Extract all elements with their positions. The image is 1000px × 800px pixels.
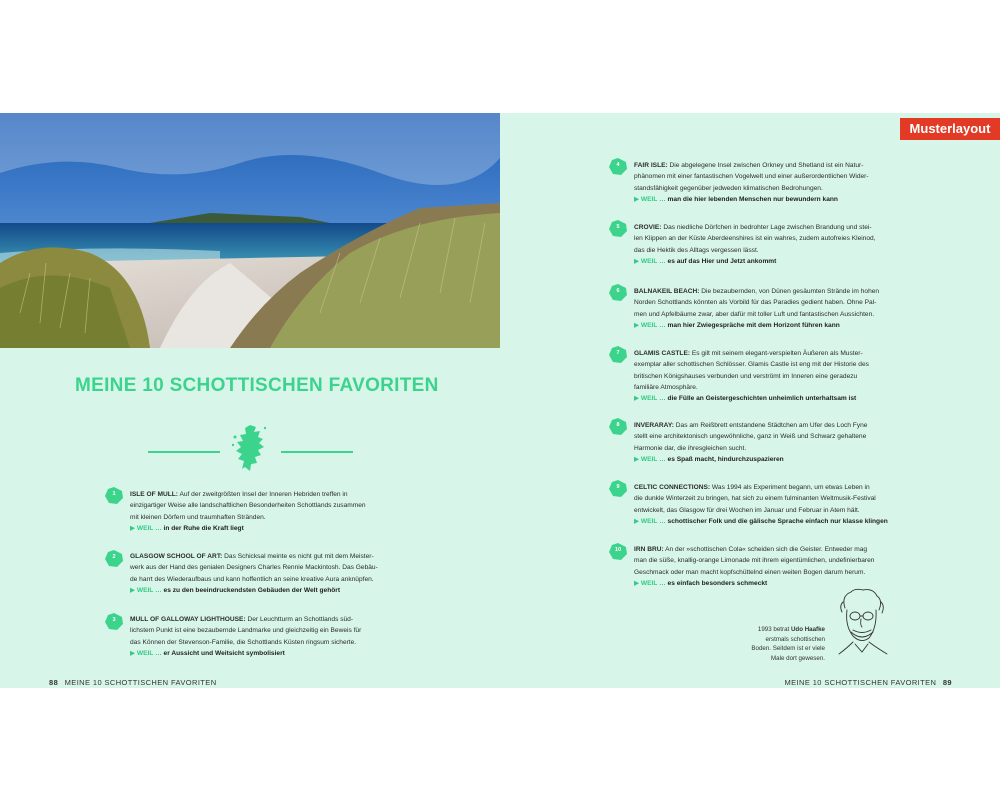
dune-beach-photo <box>0 113 500 348</box>
item-text: men und Apfelbäume zwar, aber dafür mit toller Luft und fantastischen Aussichten. <box>634 310 875 318</box>
number-badge <box>105 613 123 630</box>
badge-number: 9 <box>616 484 620 490</box>
weil-label: ▶ WEIL … <box>634 517 666 525</box>
weil-label: ▶ WEIL … <box>634 195 666 203</box>
item-text-line <box>634 431 914 442</box>
item-text: An der »schottischen Cola« scheiden sich die Geister. Entweder mag <box>665 546 868 553</box>
item-text: Der Leuchtturm an Schottlands süd- <box>247 616 354 623</box>
divider-line <box>281 451 353 453</box>
item-text: Die bezaubernden, von Dünen gesäumten Strände im hohen <box>701 288 880 295</box>
item-text-line <box>634 297 914 308</box>
author-note-pre: 1993 betrat <box>757 626 791 633</box>
item-text: das Können der Stevenson-Familie, die Schottlands Küsten ringsum sicherte. <box>130 638 357 646</box>
item-text-line <box>634 286 914 297</box>
item-text-line <box>130 489 410 500</box>
item-text: lichstem Punkt ist eine bezaubernde Landmarke und gleichzeitig ein Beweis für <box>130 627 362 635</box>
weil-reason <box>634 454 914 465</box>
weil-text: es Spaß macht, hindurchzuspazieren <box>667 455 784 463</box>
scotland-map-icon <box>230 423 272 473</box>
item-text: Das niedliche Dörfchen in bedrohter Lage zwischen Brandung und stei- <box>663 224 872 231</box>
weil-label: ▶ WEIL … <box>634 455 666 463</box>
item-text-line <box>634 482 914 493</box>
author-name: Udo Haafke <box>790 626 825 633</box>
item-text-line <box>634 222 914 233</box>
weil-text: die Fülle an Geistergeschichten unheimlich unterhaltsam ist <box>667 395 857 403</box>
number-badge <box>609 346 627 363</box>
item-text: familiäre Atmosphäre. <box>634 383 698 391</box>
number-badge <box>609 158 627 175</box>
item-text: entwickelt, das Glasgow für drei Wochen im Januar und Februar in Atem hält. <box>634 506 860 514</box>
page-number: 89 <box>942 678 952 687</box>
weil-label: ▶ WEIL … <box>130 586 162 594</box>
badge-number: 10 <box>614 547 622 553</box>
item-text: exemplar aller schottischen Schlösser. Glamis Castle ist eng mit der Historie des <box>634 361 869 369</box>
item-text-line <box>634 371 914 382</box>
favorite-item <box>130 489 410 534</box>
favorite-item <box>634 420 914 465</box>
weil-text: schottischer Folk und die gälische Sprache einfach nur klasse klingen <box>667 517 888 525</box>
item-text-line <box>634 443 914 454</box>
weil-label: ▶ WEIL … <box>634 321 666 329</box>
number-badge <box>609 480 627 497</box>
item-text: einzigartiger Weise alle landschaftlichen Besonderheiten Schottlands zusammen <box>130 502 366 510</box>
item-title: CROVIE: <box>634 224 662 231</box>
item-text-line <box>634 245 914 256</box>
weil-text: man die hier lebenden Menschen nur bewundern kann <box>667 195 838 203</box>
item-text-line <box>634 348 914 359</box>
badge-number: 6 <box>616 288 620 294</box>
item-text-line <box>634 505 914 516</box>
badge-number: 1 <box>112 491 116 497</box>
item-text-line <box>634 544 914 555</box>
item-text: de harrt des Wiederaufbaus und kann hoffentlich an seine kreative Aura anknüpfen. <box>130 575 374 583</box>
item-text: werk aus der Hand des genialen Designers Charles Rennie Mackintosh. Das Gebäu- <box>130 564 378 572</box>
right-folio <box>784 678 956 687</box>
item-text: Das am Reißbrett entstandene Städtchen am Ufer des Loch Fyne <box>675 422 868 429</box>
favorite-item <box>634 286 914 331</box>
weil-text: er Aussicht und Weitsicht symbolisiert <box>163 649 285 657</box>
item-text-line <box>634 233 914 244</box>
item-text-line <box>634 420 914 431</box>
item-text: Harmonie dar, die ihresgleichen sucht. <box>634 444 747 452</box>
badge-number: 7 <box>616 350 620 356</box>
item-text: stellt eine architektonisch ungewöhnliche, ganz in Weiß und Schwarz gehaltene <box>634 433 867 441</box>
item-title: IRN BRU: <box>634 546 664 553</box>
item-text: britischen Königshauses verbunden und verströmt im Inneren eine geradezu <box>634 372 858 380</box>
item-title: MULL OF GALLOWAY LIGHTHOUSE: <box>130 616 246 623</box>
running-title: MEINE 10 SCHOTTISCHEN FAVORITEN <box>784 678 937 687</box>
number-badge <box>609 284 627 301</box>
weil-reason <box>130 585 410 596</box>
badge-number: 5 <box>616 224 620 230</box>
favorite-item <box>634 544 914 589</box>
number-badge <box>609 220 627 237</box>
left-folio <box>45 678 217 687</box>
favorite-item <box>634 348 914 404</box>
item-text: mit kleinen Dörfern und traumhaften Stränden. <box>130 513 266 521</box>
weil-reason <box>634 516 914 527</box>
favorite-item <box>634 482 914 527</box>
author-note-post: erstmals schottischen Boden. Seitdem ist er viele Male dort gewesen. <box>751 635 825 662</box>
item-text: die dunkle Winterzeit zu bringen, hat sich zu einem fulminanten Weltmusik-Festival <box>634 495 876 503</box>
item-title: GLASGOW SCHOOL OF ART: <box>130 553 223 560</box>
item-title: GLAMIS CASTLE: <box>634 350 691 357</box>
badge-number: 2 <box>112 554 116 560</box>
item-text-line <box>130 551 410 562</box>
badge-number: 3 <box>112 617 116 623</box>
author-note <box>745 625 825 663</box>
number-badge <box>609 543 627 560</box>
item-text: standsfähigkeit gegenüber jedweden klimatischen Bedrohungen. <box>634 184 823 192</box>
favorite-item <box>634 160 914 205</box>
item-text-line <box>634 567 914 578</box>
badge-number: 8 <box>616 422 620 428</box>
item-text: Geschmack oder man macht kopfschüttelnd einen weiten Bogen darum herum. <box>634 568 866 576</box>
item-text: man die süße, knallig-orange Limonade mit ihrem eigentümlichen, undefinierbaren <box>634 557 875 565</box>
item-text: Norden Schottlands könnten als Vorbild für das Paradies gedient haben. Ohne Pal- <box>634 299 877 307</box>
item-text-line <box>130 574 410 585</box>
item-text: Was 1994 als Experiment begann, um etwas Leben in <box>711 484 870 491</box>
weil-text: in der Ruhe die Kraft liegt <box>163 524 244 532</box>
item-text-line <box>130 512 410 523</box>
page-number: 88 <box>49 678 59 687</box>
left-page <box>0 113 500 688</box>
weil-label: ▶ WEIL … <box>634 257 666 265</box>
number-badge <box>105 487 123 504</box>
item-title: ISLE OF MULL: <box>130 491 178 498</box>
photo-illustration <box>0 113 500 348</box>
item-text: Die abgelegene Insel zwischen Orkney und Shetland ist ein Natur- <box>669 162 864 169</box>
item-text-line <box>634 309 914 320</box>
weil-label: ▶ WEIL … <box>130 649 162 657</box>
weil-text: es zu den beeindruckendsten Gebäuden der Welt gehört <box>163 586 341 594</box>
item-title: CELTIC CONNECTIONS: <box>634 484 711 491</box>
page-heading: MEINE 10 SCHOTTISCHEN FAVORITEN <box>75 375 439 396</box>
scotland-map-ornament <box>148 421 353 476</box>
weil-reason <box>634 256 914 267</box>
favorite-item <box>130 551 410 596</box>
item-text-line <box>634 555 914 566</box>
weil-reason <box>634 393 914 404</box>
item-title: BALNAKEIL BEACH: <box>634 288 700 295</box>
weil-reason <box>130 523 410 534</box>
item-title: INVERARAY: <box>634 422 674 429</box>
item-text-line <box>634 359 914 370</box>
item-text-line <box>634 493 914 504</box>
number-badge <box>609 418 627 435</box>
item-title: FAIR ISLE: <box>634 162 668 169</box>
item-text-line <box>634 183 914 194</box>
author-portrait-sketch <box>833 586 891 656</box>
weil-label: ▶ WEIL … <box>130 524 162 532</box>
item-text-line <box>130 625 410 636</box>
item-text-line <box>634 160 914 171</box>
item-text: das die Hektik des Alltags vergessen lässt. <box>634 246 759 254</box>
running-title: MEINE 10 SCHOTTISCHEN FAVORITEN <box>64 678 217 687</box>
item-text: Das Schicksal meinte es nicht gut mit dem Meister- <box>224 553 374 560</box>
weil-reason <box>634 194 914 205</box>
item-text: phänomen mit einer fantastischen Vogelwelt und einer außerordentlichen Wider- <box>634 173 869 181</box>
musterlayout-badge: Musterlayout <box>900 118 1000 140</box>
weil-reason <box>634 320 914 331</box>
item-text-line <box>130 614 410 625</box>
item-text-line <box>130 562 410 573</box>
weil-text: man hier Zwiegespräche mit dem Horizont führen kann <box>667 321 840 329</box>
item-text-line <box>634 171 914 182</box>
item-text: len Klippen an der Küste Aberdeenshires ist ein wahres, zudem autofreies Kleinod, <box>634 235 876 243</box>
badge-number: 4 <box>616 162 620 168</box>
weil-label: ▶ WEIL … <box>634 395 666 403</box>
item-text: Es gilt mit seinem elegant-verspielten Äußeren als Muster- <box>691 350 863 357</box>
item-text-line <box>634 382 914 393</box>
divider-line <box>148 451 220 453</box>
item-text-line <box>130 500 410 511</box>
number-badge <box>105 550 123 567</box>
favorite-item <box>634 222 914 267</box>
item-text: Auf der zweitgrößten Insel der Inneren Hebriden treffen in <box>179 491 348 498</box>
weil-reason <box>130 648 410 659</box>
weil-label: ▶ WEIL … <box>634 579 666 587</box>
weil-text: es einfach besonders schmeckt <box>667 579 768 587</box>
favorite-item <box>130 614 410 659</box>
weil-text: es auf das Hier und Jetzt ankommt <box>667 257 777 265</box>
item-text-line <box>130 637 410 648</box>
